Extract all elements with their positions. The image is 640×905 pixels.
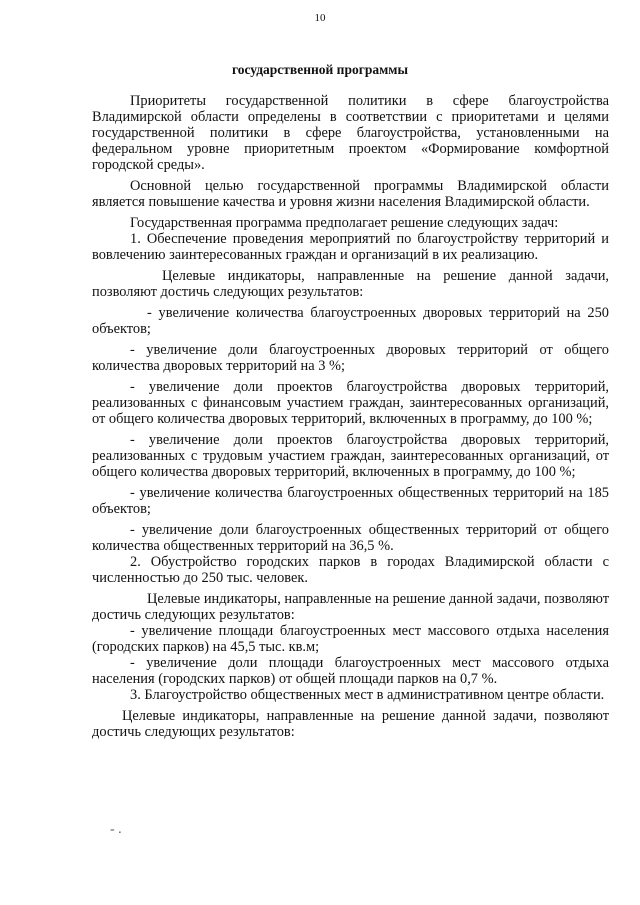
result-item: - увеличение количества благоустроенных дворовых территорий на 250 объектов; (92, 305, 609, 337)
document-body (92, 93, 609, 740)
trailing-mark: - . (110, 822, 122, 837)
paragraph-priorities: Приоритеты государственной политики в сфере благоустройства Владимирской области определены в соответствии с приоритетами и целями государственной политики в сфере благоустройства, установленными на федеральном уровне приоритетным проектом «Формирование комфортной городской среды». (92, 93, 609, 173)
result-item: - увеличение количества благоустроенных общественных территорий на 185 объектов; (92, 485, 609, 517)
result-item: - увеличение доли проектов благоустройства дворовых территорий, реализованных с финансовым участием граждан, заинтересованных организаций, от общего количества дворовых территорий, включенных в программу, до 100 %; (92, 379, 609, 427)
indicators-intro-1: Целевые индикаторы, направленные на решение данной задачи, позволяют достичь следующих результатов: (92, 268, 609, 300)
task-1: 1. Обеспечение проведения мероприятий по благоустройству территорий и вовлечению заинтересованных граждан и организаций в их реализацию. (92, 231, 609, 263)
section-heading: государственной программы (231, 62, 409, 77)
result-item: - увеличение доли благоустроенных общественных территорий от общего количества общественных территорий на 36,5 %. (92, 522, 609, 554)
indicators-intro-3: Целевые индикаторы, направленные на решение данной задачи, позволяют достичь следующих результатов: (92, 708, 609, 740)
indicators-intro-2: Целевые индикаторы, направленные на решение данной задачи, позволяют достичь следующих результатов: (92, 591, 609, 623)
result-item: - увеличение доли площади благоустроенных мест массового отдыха населения (городских парков) от общей площади парков на 0,7 %. (92, 655, 609, 687)
paragraph-main-goal: Основной целью государственной программы Владимирской области является повышение качества и уровня жизни населения Владимирской области. (92, 178, 609, 210)
page-number: 10 (314, 12, 326, 24)
result-item: - увеличение доли благоустроенных дворовых территорий от общего количества дворовых территорий на 3 %; (92, 342, 609, 374)
paragraph-tasks-intro: Государственная программа предполагает решение следующих задач: (130, 215, 559, 231)
task-3: 3. Благоустройство общественных мест в административном центре области. (130, 687, 605, 703)
task-2: 2. Обустройство городских парков в городах Владимирской области с численностью до 250 тыс. человек. (92, 554, 609, 586)
result-item: - увеличение доли проектов благоустройства дворовых территорий, реализованных с трудовым участием граждан, заинтересованных организаций, от общего количества дворовых территорий, включенных в программу, до 100 %; (92, 432, 609, 480)
result-item: - увеличение площади благоустроенных мест массового отдыха населения (городских парков) на 45,5 тыс. кв.м; (92, 623, 609, 655)
